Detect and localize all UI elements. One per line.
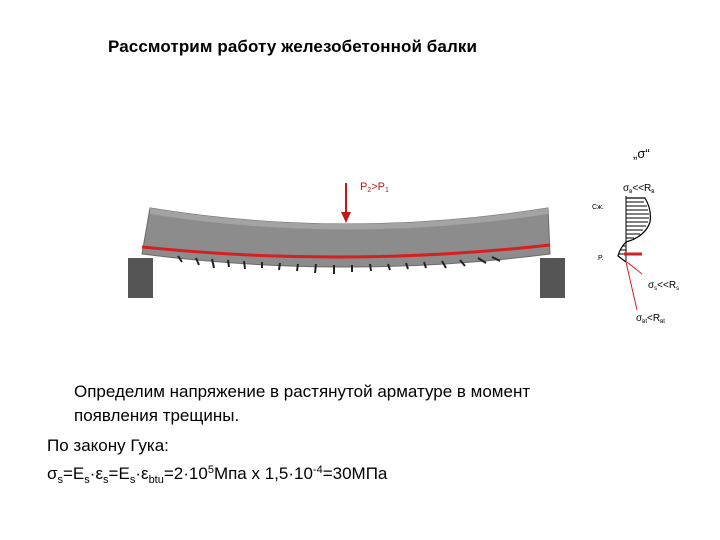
sigma-heading: „σ“ [633,146,650,161]
compression-stress-curve [626,198,650,242]
tension-stress-curve [618,242,626,262]
sigma-s-leader [627,262,642,274]
left-support [128,258,153,298]
right-support [540,258,565,298]
tension-label: Р. [598,255,604,262]
text-line-3: По закону Гука: [47,436,169,455]
hooke-formula: $\sigma_s=E_s\cdot\varepsilon_s=E_s\cdot\varepsilon_{btu}=2\cdot 10^5Мпа$ х $1,5\cdot 10^{-4}=30МПа$ [47,464,388,486]
text-line-1: Определим напряжение в растянутой арматуре в момент [74,382,531,401]
sigma-s-label: $\sigma_s<<R_s$ [648,280,680,292]
compression-hatch [626,202,649,238]
load-label: P2>P1 [360,181,389,194]
text-line-2: появления трещины. [74,406,240,425]
sigma-bt-label: $\sigma_{вt}<R_{вt}$ [636,313,665,325]
load-arrow [341,183,351,223]
sigma-b-label: $\sigma_в<<R_в$ [623,183,655,195]
compression-label: Сж. [592,204,604,211]
slide-title: Рассмотрим работу железобетонной балки [108,37,478,56]
